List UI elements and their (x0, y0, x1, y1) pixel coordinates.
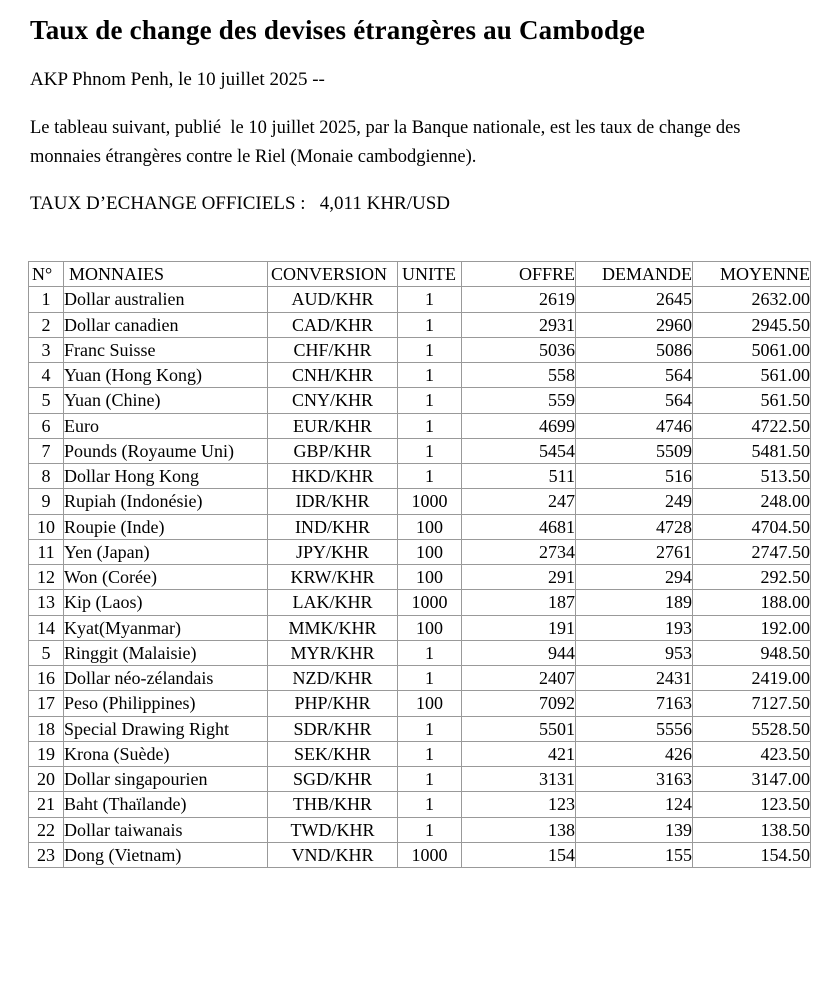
cell-moyenne: 248.00 (693, 489, 811, 514)
cell-monnaies: Dong (Vietnam) (64, 842, 268, 867)
cell-demande: 5086 (576, 337, 693, 362)
cell-offre: 2931 (462, 312, 576, 337)
cell-moyenne: 5528.50 (693, 716, 811, 741)
cell-offre: 138 (462, 817, 576, 842)
cell-conversion: SDR/KHR (268, 716, 398, 741)
cell-unite: 1 (398, 388, 462, 413)
cell-moyenne: 4704.50 (693, 514, 811, 539)
cell-no: 19 (29, 741, 64, 766)
cell-no: 17 (29, 691, 64, 716)
cell-monnaies: Dollar singapourien (64, 767, 268, 792)
cell-conversion: IND/KHR (268, 514, 398, 539)
cell-moyenne: 423.50 (693, 741, 811, 766)
cell-unite: 1 (398, 464, 462, 489)
cell-demande: 4746 (576, 413, 693, 438)
cell-conversion: EUR/KHR (268, 413, 398, 438)
table-row (29, 438, 811, 463)
cell-demande: 4728 (576, 514, 693, 539)
cell-conversion: HKD/KHR (268, 464, 398, 489)
cell-unite: 100 (398, 514, 462, 539)
cell-no: 4 (29, 363, 64, 388)
cell-no: 22 (29, 817, 64, 842)
cell-conversion: MYR/KHR (268, 640, 398, 665)
cell-conversion: SGD/KHR (268, 767, 398, 792)
cell-monnaies: Pounds (Royaume Uni) (64, 438, 268, 463)
cell-offre: 187 (462, 590, 576, 615)
cell-monnaies: Euro (64, 413, 268, 438)
cell-conversion: PHP/KHR (268, 691, 398, 716)
cell-conversion: NZD/KHR (268, 666, 398, 691)
header-moyenne: MOYENNE (693, 262, 811, 287)
cell-offre: 5036 (462, 337, 576, 362)
cell-no: 2 (29, 312, 64, 337)
cell-demande: 426 (576, 741, 693, 766)
cell-demande: 5509 (576, 438, 693, 463)
table-row (29, 691, 811, 716)
cell-conversion: JPY/KHR (268, 539, 398, 564)
cell-conversion: CHF/KHR (268, 337, 398, 362)
cell-no: 16 (29, 666, 64, 691)
cell-moyenne: 4722.50 (693, 413, 811, 438)
cell-no: 12 (29, 565, 64, 590)
cell-unite: 1 (398, 337, 462, 362)
cell-monnaies: Dollar Hong Kong (64, 464, 268, 489)
table-row (29, 312, 811, 337)
cell-no: 18 (29, 716, 64, 741)
intro-paragraph (30, 114, 810, 172)
cell-moyenne: 192.00 (693, 615, 811, 640)
table-row (29, 489, 811, 514)
cell-moyenne: 2419.00 (693, 666, 811, 691)
cell-offre: 2619 (462, 287, 576, 312)
table-row (29, 792, 811, 817)
cell-no: 14 (29, 615, 64, 640)
cell-unite: 1 (398, 413, 462, 438)
cell-offre: 123 (462, 792, 576, 817)
cell-moyenne: 2945.50 (693, 312, 811, 337)
table-header-row (29, 262, 811, 287)
table-row (29, 337, 811, 362)
table-row (29, 413, 811, 438)
cell-offre: 291 (462, 565, 576, 590)
cell-conversion: LAK/KHR (268, 590, 398, 615)
cell-no: 8 (29, 464, 64, 489)
table-row (29, 565, 811, 590)
cell-moyenne: 2747.50 (693, 539, 811, 564)
cell-no: 5 (29, 640, 64, 665)
table-row (29, 363, 811, 388)
cell-unite: 1000 (398, 842, 462, 867)
cell-conversion: THB/KHR (268, 792, 398, 817)
cell-conversion: VND/KHR (268, 842, 398, 867)
cell-conversion: CNH/KHR (268, 363, 398, 388)
cell-demande: 3163 (576, 767, 693, 792)
cell-moyenne: 2632.00 (693, 287, 811, 312)
cell-no: 3 (29, 337, 64, 362)
cell-unite: 1 (398, 640, 462, 665)
cell-moyenne: 5061.00 (693, 337, 811, 362)
cell-no: 9 (29, 489, 64, 514)
cell-monnaies: Roupie (Inde) (64, 514, 268, 539)
cell-demande: 564 (576, 363, 693, 388)
cell-monnaies: Ringgit (Malaisie) (64, 640, 268, 665)
cell-unite: 1 (398, 716, 462, 741)
cell-unite: 1 (398, 312, 462, 337)
table-row (29, 767, 811, 792)
cell-offre: 154 (462, 842, 576, 867)
cell-monnaies: Franc Suisse (64, 337, 268, 362)
table-row (29, 741, 811, 766)
cell-monnaies: Dollar australien (64, 287, 268, 312)
cell-moyenne: 561.50 (693, 388, 811, 413)
cell-monnaies: Peso (Philippines) (64, 691, 268, 716)
cell-monnaies: Dollar néo-zélandais (64, 666, 268, 691)
cell-conversion: CAD/KHR (268, 312, 398, 337)
cell-demande: 193 (576, 615, 693, 640)
cell-monnaies: Won (Corée) (64, 565, 268, 590)
cell-unite: 1 (398, 741, 462, 766)
table-row (29, 388, 811, 413)
cell-monnaies: Krona (Suède) (64, 741, 268, 766)
intro-line-2: monnaies étrangères contre le Riel (Monaie cambodgienne). (30, 147, 477, 167)
cell-conversion: AUD/KHR (268, 287, 398, 312)
cell-demande: 564 (576, 388, 693, 413)
cell-unite: 1000 (398, 590, 462, 615)
cell-offre: 4681 (462, 514, 576, 539)
cell-unite: 1 (398, 792, 462, 817)
table-row (29, 640, 811, 665)
cell-conversion: SEK/KHR (268, 741, 398, 766)
header-demande: DEMANDE (576, 262, 693, 287)
cell-offre: 247 (462, 489, 576, 514)
page-title: Taux de change des devises étrangères au Cambodge (30, 15, 646, 45)
cell-offre: 5501 (462, 716, 576, 741)
cell-unite: 1 (398, 767, 462, 792)
byline: AKP Phnom Penh, le 10 juillet 2025 -- (30, 69, 325, 90)
cell-unite: 100 (398, 565, 462, 590)
cell-demande: 189 (576, 590, 693, 615)
cell-demande: 516 (576, 464, 693, 489)
cell-no: 7 (29, 438, 64, 463)
cell-unite: 1000 (398, 489, 462, 514)
cell-moyenne: 292.50 (693, 565, 811, 590)
cell-demande: 2431 (576, 666, 693, 691)
cell-demande: 7163 (576, 691, 693, 716)
cell-moyenne: 513.50 (693, 464, 811, 489)
cell-demande: 124 (576, 792, 693, 817)
cell-unite: 100 (398, 615, 462, 640)
cell-conversion: MMK/KHR (268, 615, 398, 640)
cell-unite: 1 (398, 363, 462, 388)
cell-moyenne: 123.50 (693, 792, 811, 817)
cell-offre: 944 (462, 640, 576, 665)
header-conversion: CONVERSION (268, 262, 398, 287)
cell-conversion: CNY/KHR (268, 388, 398, 413)
cell-demande: 2645 (576, 287, 693, 312)
cell-no: 21 (29, 792, 64, 817)
exchange-rates-table (28, 261, 811, 868)
cell-moyenne: 948.50 (693, 640, 811, 665)
cell-moyenne: 138.50 (693, 817, 811, 842)
cell-demande: 953 (576, 640, 693, 665)
cell-offre: 5454 (462, 438, 576, 463)
cell-moyenne: 154.50 (693, 842, 811, 867)
cell-monnaies: Dollar taiwanais (64, 817, 268, 842)
cell-monnaies: Rupiah (Indonésie) (64, 489, 268, 514)
cell-monnaies: Kip (Laos) (64, 590, 268, 615)
cell-offre: 2734 (462, 539, 576, 564)
cell-moyenne: 5481.50 (693, 438, 811, 463)
cell-demande: 2761 (576, 539, 693, 564)
cell-no: 11 (29, 539, 64, 564)
cell-monnaies: Baht (Thaïlande) (64, 792, 268, 817)
cell-monnaies: Dollar canadien (64, 312, 268, 337)
cell-offre: 7092 (462, 691, 576, 716)
cell-unite: 100 (398, 539, 462, 564)
table-row (29, 514, 811, 539)
cell-offre: 4699 (462, 413, 576, 438)
rates-table-body (29, 287, 811, 868)
cell-no: 1 (29, 287, 64, 312)
cell-unite: 1 (398, 287, 462, 312)
cell-unite: 1 (398, 438, 462, 463)
cell-moyenne: 188.00 (693, 590, 811, 615)
cell-offre: 191 (462, 615, 576, 640)
table-row (29, 842, 811, 867)
table-row (29, 666, 811, 691)
cell-demande: 155 (576, 842, 693, 867)
cell-demande: 2960 (576, 312, 693, 337)
cell-conversion: KRW/KHR (268, 565, 398, 590)
cell-no: 20 (29, 767, 64, 792)
cell-demande: 249 (576, 489, 693, 514)
cell-monnaies: Yuan (Chine) (64, 388, 268, 413)
cell-no: 23 (29, 842, 64, 867)
cell-unite: 100 (398, 691, 462, 716)
cell-moyenne: 7127.50 (693, 691, 811, 716)
table-row (29, 817, 811, 842)
header-offre: OFFRE (462, 262, 576, 287)
cell-demande: 294 (576, 565, 693, 590)
cell-moyenne: 561.00 (693, 363, 811, 388)
cell-offre: 559 (462, 388, 576, 413)
cell-offre: 3131 (462, 767, 576, 792)
cell-monnaies: Special Drawing Right (64, 716, 268, 741)
cell-unite: 1 (398, 817, 462, 842)
cell-conversion: TWD/KHR (268, 817, 398, 842)
cell-offre: 511 (462, 464, 576, 489)
cell-conversion: GBP/KHR (268, 438, 398, 463)
cell-offre: 2407 (462, 666, 576, 691)
table-row (29, 539, 811, 564)
intro-line-1: Le tableau suivant, publié le 10 juillet 2025, par la Banque nationale, est les taux de change des (30, 118, 741, 138)
official-rate-line: TAUX D’ECHANGE OFFICIELS : 4,011 KHR/USD (30, 193, 451, 214)
cell-unite: 1 (398, 666, 462, 691)
cell-no: 6 (29, 413, 64, 438)
cell-moyenne: 3147.00 (693, 767, 811, 792)
cell-offre: 558 (462, 363, 576, 388)
cell-offre: 421 (462, 741, 576, 766)
cell-monnaies: Yen (Japan) (64, 539, 268, 564)
header-unite: UNITE (398, 262, 462, 287)
table-row (29, 615, 811, 640)
header-no: N° (29, 262, 64, 287)
cell-no: 10 (29, 514, 64, 539)
cell-monnaies: Yuan (Hong Kong) (64, 363, 268, 388)
table-row (29, 287, 811, 312)
table-row (29, 590, 811, 615)
table-row (29, 716, 811, 741)
header-monnaies: MONNAIES (64, 262, 268, 287)
cell-no: 13 (29, 590, 64, 615)
cell-monnaies: Kyat(Myanmar) (64, 615, 268, 640)
cell-conversion: IDR/KHR (268, 489, 398, 514)
cell-demande: 5556 (576, 716, 693, 741)
cell-demande: 139 (576, 817, 693, 842)
table-row (29, 464, 811, 489)
cell-no: 5 (29, 388, 64, 413)
